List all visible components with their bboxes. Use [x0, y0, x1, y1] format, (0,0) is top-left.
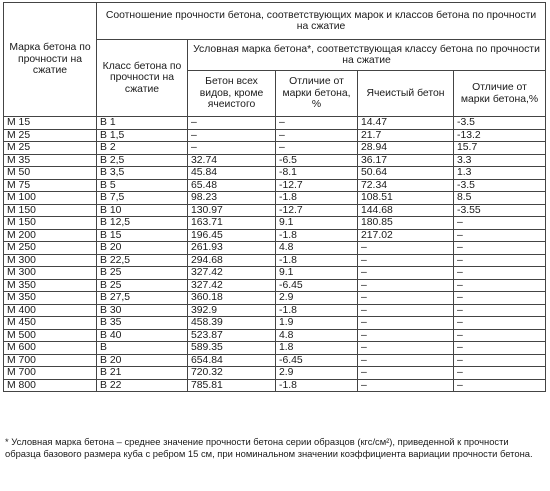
- all-types-cell: 327.42: [188, 267, 276, 280]
- cellular-cell: –: [358, 267, 454, 280]
- table-body: [4, 117, 546, 392]
- mark-cell: М 75: [4, 179, 97, 192]
- mark-cell: М 50: [4, 167, 97, 180]
- diff-2-cell: –: [454, 292, 546, 305]
- diff-2-cell: –: [454, 342, 546, 355]
- diff-1-cell: 9.1: [276, 217, 358, 230]
- diff-2-cell: -3.5: [454, 179, 546, 192]
- mark-cell: М 450: [4, 317, 97, 330]
- table-row: [4, 267, 546, 280]
- cellular-cell: 28.94: [358, 142, 454, 155]
- class-cell: В 5: [97, 179, 188, 192]
- mark-cell: М 15: [4, 117, 97, 130]
- diff-1-cell: –: [276, 142, 358, 155]
- table-row: [4, 167, 546, 180]
- table-row: [4, 229, 546, 242]
- all-types-cell: 785.81: [188, 379, 276, 392]
- mark-cell: М 700: [4, 354, 97, 367]
- table-row: [4, 192, 546, 205]
- header-group-title: Соотношение прочности бетона, соответствующих марок и классов бетона по прочности на сжатие: [97, 3, 546, 40]
- diff-1-cell: –: [276, 117, 358, 130]
- class-cell: В 22: [97, 379, 188, 392]
- mark-cell: М 600: [4, 342, 97, 355]
- diff-1-cell: 1.9: [276, 317, 358, 330]
- mark-cell: М 25: [4, 129, 97, 142]
- cellular-cell: 144.68: [358, 204, 454, 217]
- all-types-cell: –: [188, 142, 276, 155]
- diff-1-cell: 4.8: [276, 329, 358, 342]
- diff-1-cell: -8.1: [276, 167, 358, 180]
- mark-cell: М 200: [4, 229, 97, 242]
- all-types-cell: 360.18: [188, 292, 276, 305]
- all-types-cell: 523.87: [188, 329, 276, 342]
- cellular-cell: 21.7: [358, 129, 454, 142]
- all-types-cell: 163.71: [188, 217, 276, 230]
- header-diff-2: Отличие от марки бетона,%: [454, 71, 546, 117]
- cellular-cell: –: [358, 379, 454, 392]
- all-types-cell: –: [188, 129, 276, 142]
- cellular-cell: –: [358, 254, 454, 267]
- table-row: [4, 342, 546, 355]
- class-cell: В 7,5: [97, 192, 188, 205]
- class-cell: В 2,5: [97, 154, 188, 167]
- mark-cell: М 150: [4, 217, 97, 230]
- class-cell: В 22,5: [97, 254, 188, 267]
- diff-2-cell: –: [454, 229, 546, 242]
- class-cell: В 10: [97, 204, 188, 217]
- header-class: Класс бетона по прочности на сжатие: [97, 40, 188, 117]
- mark-cell: М 300: [4, 254, 97, 267]
- all-types-cell: 654.84: [188, 354, 276, 367]
- cellular-cell: –: [358, 304, 454, 317]
- all-types-cell: –: [188, 117, 276, 130]
- header-subgroup-title: Условная марка бетона*, соответствующая классу бетона по прочности на сжатие: [188, 40, 546, 71]
- class-cell: В 3,5: [97, 167, 188, 180]
- class-cell: В 25: [97, 267, 188, 280]
- all-types-cell: 392.9: [188, 304, 276, 317]
- mark-cell: М 400: [4, 304, 97, 317]
- diff-2-cell: –: [454, 242, 546, 255]
- class-cell: В 30: [97, 304, 188, 317]
- mark-cell: М 800: [4, 379, 97, 392]
- mark-cell: М 100: [4, 192, 97, 205]
- diff-2-cell: –: [454, 279, 546, 292]
- diff-1-cell: 9.1: [276, 267, 358, 280]
- cellular-cell: –: [358, 242, 454, 255]
- table-row: [4, 154, 546, 167]
- diff-2-cell: 1.3: [454, 167, 546, 180]
- diff-2-cell: 15.7: [454, 142, 546, 155]
- diff-1-cell: 2.9: [276, 292, 358, 305]
- cellular-cell: –: [358, 329, 454, 342]
- mark-cell: М 150: [4, 204, 97, 217]
- mark-cell: М 350: [4, 279, 97, 292]
- all-types-cell: 32.74: [188, 154, 276, 167]
- mark-cell: М 250: [4, 242, 97, 255]
- mark-cell: М 350: [4, 292, 97, 305]
- class-cell: В 25: [97, 279, 188, 292]
- diff-2-cell: –: [454, 329, 546, 342]
- cellular-cell: 50.64: [358, 167, 454, 180]
- all-types-cell: 261.93: [188, 242, 276, 255]
- diff-1-cell: –: [276, 129, 358, 142]
- footnote: * Условная марка бетона – среднее значение прочности бетона серии образцов (кгс/см²), приведенной к прочности образца базового размера куба с ребром 15 см, при номинальном значении коэффициента вариации прочности бетона.: [5, 436, 533, 460]
- diff-2-cell: –: [454, 267, 546, 280]
- table-row: [4, 217, 546, 230]
- all-types-cell: 458.39: [188, 317, 276, 330]
- table-row: [4, 367, 546, 380]
- header-cellular: Ячеистый бетон: [358, 71, 454, 117]
- mark-cell: М 300: [4, 267, 97, 280]
- cellular-cell: 180.85: [358, 217, 454, 230]
- diff-2-cell: –: [454, 254, 546, 267]
- diff-1-cell: -1.8: [276, 254, 358, 267]
- diff-1-cell: -1.8: [276, 379, 358, 392]
- cellular-cell: 36.17: [358, 154, 454, 167]
- all-types-cell: 98.23: [188, 192, 276, 205]
- table-row: [4, 304, 546, 317]
- all-types-cell: 45.84: [188, 167, 276, 180]
- header-diff-1: Отличие от марки бетона, %: [276, 71, 358, 117]
- diff-1-cell: -12.7: [276, 204, 358, 217]
- table-row: [4, 254, 546, 267]
- cellular-cell: –: [358, 317, 454, 330]
- class-cell: В 2: [97, 142, 188, 155]
- table-row: [4, 379, 546, 392]
- cellular-cell: 14.47: [358, 117, 454, 130]
- header-mark: Марка бетона по прочности на сжатие: [4, 3, 97, 117]
- cellular-cell: 108.51: [358, 192, 454, 205]
- all-types-cell: 196.45: [188, 229, 276, 242]
- class-cell: В: [97, 342, 188, 355]
- diff-2-cell: 8.5: [454, 192, 546, 205]
- table-row: [4, 292, 546, 305]
- diff-2-cell: -3.5: [454, 117, 546, 130]
- all-types-cell: 130.97: [188, 204, 276, 217]
- cellular-cell: –: [358, 342, 454, 355]
- all-types-cell: 720.32: [188, 367, 276, 380]
- class-cell: В 40: [97, 329, 188, 342]
- all-types-cell: 589.35: [188, 342, 276, 355]
- diff-2-cell: 3.3: [454, 154, 546, 167]
- diff-1-cell: -6.45: [276, 279, 358, 292]
- cellular-cell: –: [358, 354, 454, 367]
- class-cell: В 20: [97, 354, 188, 367]
- diff-1-cell: -12.7: [276, 179, 358, 192]
- diff-2-cell: –: [454, 304, 546, 317]
- diff-1-cell: -6.45: [276, 354, 358, 367]
- cellular-cell: –: [358, 292, 454, 305]
- diff-2-cell: –: [454, 317, 546, 330]
- class-cell: В 1,5: [97, 129, 188, 142]
- table-row: [4, 317, 546, 330]
- diff-2-cell: –: [454, 217, 546, 230]
- mark-cell: М 35: [4, 154, 97, 167]
- diff-1-cell: -1.8: [276, 229, 358, 242]
- diff-1-cell: 4.8: [276, 242, 358, 255]
- diff-2-cell: –: [454, 379, 546, 392]
- mark-cell: М 700: [4, 367, 97, 380]
- all-types-cell: 65.48: [188, 179, 276, 192]
- diff-1-cell: -1.8: [276, 192, 358, 205]
- cellular-cell: 72.34: [358, 179, 454, 192]
- table-row: [4, 354, 546, 367]
- class-cell: В 21: [97, 367, 188, 380]
- class-cell: В 15: [97, 229, 188, 242]
- cellular-cell: –: [358, 279, 454, 292]
- cellular-cell: 217.02: [358, 229, 454, 242]
- diff-1-cell: 2.9: [276, 367, 358, 380]
- table-row: [4, 129, 546, 142]
- diff-2-cell: -3.55: [454, 204, 546, 217]
- mark-cell: М 25: [4, 142, 97, 155]
- all-types-cell: 294.68: [188, 254, 276, 267]
- class-cell: В 20: [97, 242, 188, 255]
- diff-1-cell: 1.8: [276, 342, 358, 355]
- concrete-strength-table: [3, 2, 546, 392]
- table-row: [4, 179, 546, 192]
- cellular-cell: –: [358, 367, 454, 380]
- table-row: [4, 117, 546, 130]
- mark-cell: М 500: [4, 329, 97, 342]
- table-row: [4, 329, 546, 342]
- diff-2-cell: –: [454, 367, 546, 380]
- class-cell: В 35: [97, 317, 188, 330]
- diff-1-cell: -6.5: [276, 154, 358, 167]
- class-cell: В 1: [97, 117, 188, 130]
- all-types-cell: 327.42: [188, 279, 276, 292]
- table-row: [4, 142, 546, 155]
- diff-1-cell: -1.8: [276, 304, 358, 317]
- diff-2-cell: –: [454, 354, 546, 367]
- table-row: [4, 204, 546, 217]
- diff-2-cell: -13.2: [454, 129, 546, 142]
- class-cell: В 12,5: [97, 217, 188, 230]
- table-row: [4, 279, 546, 292]
- class-cell: В 27,5: [97, 292, 188, 305]
- table-row: [4, 242, 546, 255]
- header-all-types: Бетон всех видов, кроме ячеистого: [188, 71, 276, 117]
